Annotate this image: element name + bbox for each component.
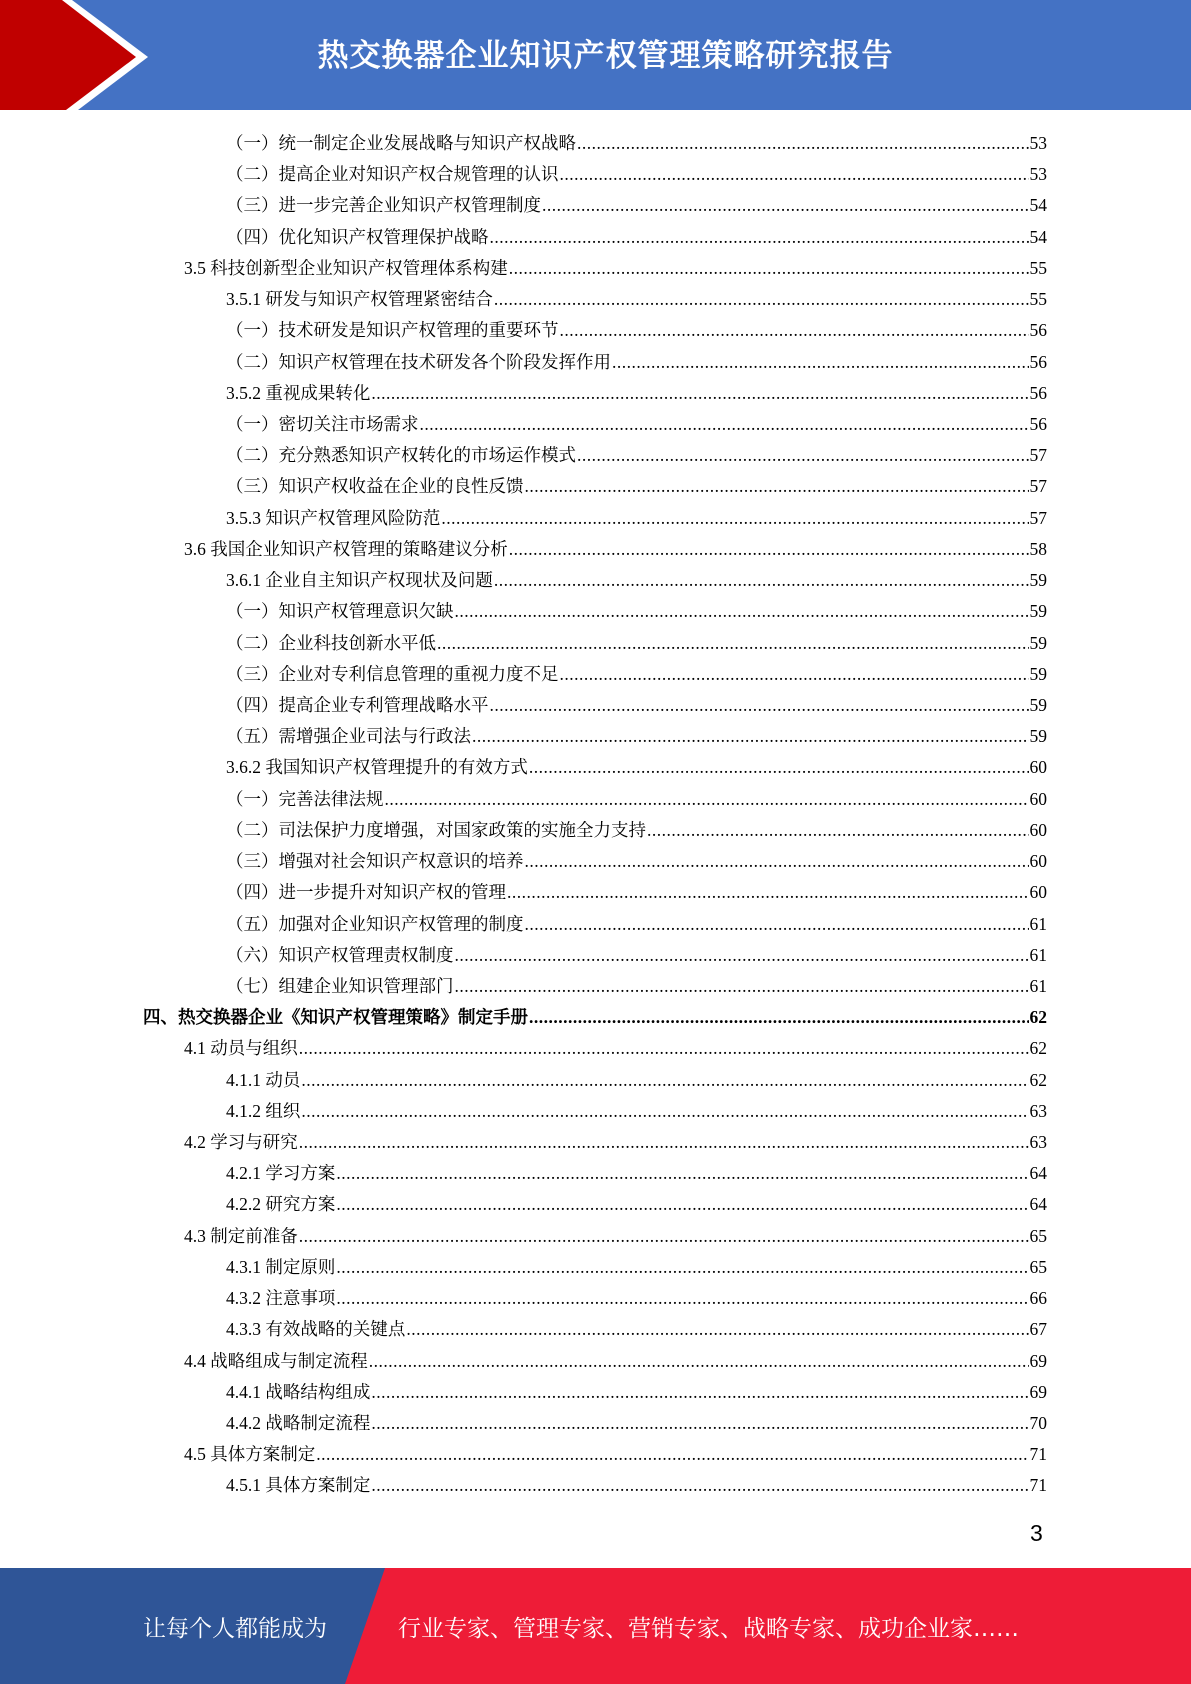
toc-entry[interactable] [226,1408,1047,1438]
dot-leader [507,877,1029,907]
toc-entry-page: 67 [1029,1319,1047,1340]
dot-leader [301,1096,1028,1126]
toc-entry[interactable] [226,1189,1047,1219]
toc-entry-page: 64 [1029,1194,1047,1215]
toc-entry-title: 4.1.2 组织 [226,1100,301,1121]
dot-leader [577,128,1029,158]
toc-entry[interactable] [226,409,1047,439]
toc-entry[interactable] [226,940,1047,970]
toc-entry-page: 66 [1029,1288,1047,1309]
toc-entry-title: （二）企业科技创新水平低 [226,632,436,653]
toc-entry[interactable] [184,1346,1047,1376]
toc-entry[interactable] [226,190,1047,220]
dot-leader [455,971,1029,1001]
dot-leader [299,1127,1029,1157]
toc-entry[interactable] [184,1221,1047,1251]
toc-entry[interactable] [226,1470,1047,1500]
toc-entry[interactable] [226,347,1047,377]
toc-entry[interactable] [226,784,1047,814]
toc-entry-title: 3.5.3 知识产权管理风险防范 [226,507,441,528]
toc-entry-page: 63 [1029,1132,1047,1153]
toc-entry-page: 56 [1029,351,1047,372]
toc-entry-page: 70 [1029,1413,1047,1434]
toc-entry-page: 57 [1029,476,1047,497]
toc-entry-page: 56 [1029,413,1047,434]
toc-entry[interactable] [143,1002,1047,1032]
toc-entry-title: （四）进一步提升对知识产权的管理 [226,882,506,903]
toc-entry[interactable] [226,1065,1047,1095]
page-header [0,0,1191,110]
toc-entry-page: 55 [1029,289,1047,310]
toc-entry-page: 71 [1029,1444,1047,1465]
dot-leader [525,846,1029,876]
toc-entry-title: 3.5 科技创新型企业知识产权管理体系构建 [184,257,508,278]
dot-leader [437,628,1029,658]
dot-leader [529,1002,1029,1032]
toc-entry-title: （五）加强对企业知识产权管理的制度 [226,913,524,934]
dot-leader [441,503,1028,533]
toc-entry-page: 56 [1029,320,1047,341]
dot-leader [490,222,1029,252]
dot-leader [529,752,1029,782]
footer-slogan-left: 让每个人都能成为 [143,1616,327,1642]
toc-entry[interactable] [184,534,1047,564]
dot-leader [336,1283,1028,1313]
dot-leader [509,253,1029,283]
dot-leader [371,378,1028,408]
toc-entry[interactable] [226,971,1047,1001]
toc-entry[interactable] [184,253,1047,283]
footer-slogan-right: 行业专家、管理专家、营销专家、战略专家、成功企业家…… [398,1616,1019,1642]
toc-entry[interactable] [226,440,1047,470]
toc-entry[interactable] [226,1283,1047,1313]
toc-entry-title: （二）提高企业对知识产权合规管理的认识 [226,164,559,185]
toc-entry-title: 4.3.3 有效战略的关键点 [226,1319,406,1340]
toc-entry-page: 61 [1029,944,1047,965]
dot-leader [336,1189,1028,1219]
toc-entry-page: 62 [1029,1069,1047,1090]
toc-entry[interactable] [226,159,1047,189]
toc-entry[interactable] [226,659,1047,689]
toc-entry-page: 58 [1029,538,1047,559]
page-footer [0,1568,1191,1684]
toc-entry-title: （二）司法保护力度增强，对国家政策的实施全力支持 [226,819,646,840]
toc-entry-title: （三）增强对社会知识产权意识的培养 [226,851,524,872]
toc-entry-title: 4.3.1 制定原则 [226,1256,336,1277]
toc-entry[interactable] [226,1314,1047,1344]
dot-leader [336,1158,1028,1188]
toc-entry-page: 69 [1029,1350,1047,1371]
toc-entry[interactable] [226,1096,1047,1126]
toc-entry-page: 69 [1029,1381,1047,1402]
toc-entry[interactable] [226,503,1047,533]
dot-leader [371,1377,1028,1407]
dot-leader [420,409,1029,439]
toc-entry[interactable] [226,1252,1047,1282]
page-number: 3 [1030,1520,1043,1546]
toc-entry-title: 4.1.1 动员 [226,1069,301,1090]
toc-entry-page: 71 [1029,1475,1047,1496]
toc-entry-title: 4.4 战略组成与制定流程 [184,1350,368,1371]
toc-entry-title: （二）知识产权管理在技术研发各个阶段发挥作用 [226,351,611,372]
toc-entry-page: 60 [1029,882,1047,903]
toc-entry-title: （四）提高企业专利管理战略水平 [226,694,489,715]
toc-entry-page: 64 [1029,1163,1047,1184]
toc-entry-title: 4.3.2 注意事项 [226,1288,336,1309]
toc-entry-page: 65 [1029,1256,1047,1277]
dot-leader [525,909,1029,939]
toc-entry-page: 61 [1029,913,1047,934]
toc-entry-title: 四、热交换器企业《知识产权管理策略》制定手册 [143,1007,528,1028]
toc-entry-page: 59 [1029,694,1047,715]
toc-entry[interactable] [226,315,1047,345]
toc-entry[interactable] [226,128,1047,158]
dot-leader [494,284,1029,314]
toc-entry-page: 59 [1029,663,1047,684]
toc-entry[interactable] [226,565,1047,595]
dot-leader [316,1439,1028,1469]
dot-leader [371,1408,1028,1438]
toc-entry-title: （四）优化知识产权管理保护战略 [226,226,489,247]
toc-entry-page: 63 [1029,1100,1047,1121]
toc-entry-page: 60 [1029,757,1047,778]
toc-entry-title: 4.1 动员与组织 [184,1038,298,1059]
toc-entry[interactable] [184,1033,1047,1063]
dot-leader [455,596,1029,626]
toc-entry-title: 4.2.1 学习方案 [226,1163,336,1184]
toc-entry-title: 3.6.1 企业自主知识产权现状及问题 [226,570,493,591]
toc-entry-title: （六）知识产权管理责权制度 [226,944,454,965]
dot-leader [542,190,1029,220]
toc-entry[interactable] [226,471,1047,501]
toc-entry-title: （一）密切关注市场需求 [226,413,419,434]
toc-entry[interactable] [226,690,1047,720]
toc-entry-page: 59 [1029,601,1047,622]
toc-entry-page: 59 [1029,570,1047,591]
toc-entry-page: 57 [1029,507,1047,528]
dot-leader [612,347,1029,377]
dot-leader [560,315,1029,345]
toc-entry-title: 4.3 制定前准备 [184,1225,298,1246]
toc-entry-page: 55 [1029,257,1047,278]
toc-entry-title: （三）进一步完善企业知识产权管理制度 [226,195,541,216]
dot-leader [455,940,1029,970]
toc-entry-page: 53 [1029,164,1047,185]
toc-entry-title: （一）知识产权管理意识欠缺 [226,601,454,622]
dot-leader [509,534,1029,564]
dot-leader [560,659,1029,689]
dot-leader [336,1252,1028,1282]
toc-entry-title: （五）需增强企业司法与行政法 [226,726,471,747]
dot-leader [490,690,1029,720]
dot-leader [385,784,1029,814]
dot-leader [369,1346,1029,1376]
toc-entry-page: 59 [1029,632,1047,653]
toc-entry[interactable] [184,1127,1047,1157]
dot-leader [525,471,1029,501]
toc-entry-title: （七）组建企业知识管理部门 [226,975,454,996]
toc-entry-title: 3.6.2 我国知识产权管理提升的有效方式 [226,757,528,778]
toc-entry-page: 54 [1029,195,1047,216]
toc-entry-page: 57 [1029,445,1047,466]
dot-leader [301,1065,1028,1095]
toc-entry-title: 3.6 我国企业知识产权管理的策略建议分析 [184,538,508,559]
toc-entry[interactable] [226,378,1047,408]
toc-entry-page: 60 [1029,788,1047,809]
report-title: 热交换器企业知识产权管理策略研究报告 [317,38,894,74]
dot-leader [371,1470,1028,1500]
toc-entry-title: （三）知识产权收益在企业的良性反馈 [226,476,524,497]
toc-entry-title: 4.5.1 具体方案制定 [226,1475,371,1496]
toc-entry-page: 65 [1029,1225,1047,1246]
toc-entry[interactable] [226,1158,1047,1188]
dot-leader [299,1033,1029,1063]
toc-entry[interactable] [226,846,1047,876]
toc-entry-page: 56 [1029,382,1047,403]
dot-leader [560,159,1029,189]
toc-entry-page: 59 [1029,726,1047,747]
dot-leader [577,440,1029,470]
toc-entry[interactable] [226,628,1047,658]
toc-entry[interactable] [226,1377,1047,1407]
toc-entry[interactable] [226,815,1047,845]
toc-entry-title: 4.5 具体方案制定 [184,1444,316,1465]
toc-entry-title: 4.2 学习与研究 [184,1132,298,1153]
toc-entry[interactable] [226,222,1047,252]
toc-entry-title: （一）统一制定企业发展战略与知识产权战略 [226,133,576,153]
toc-entry[interactable] [184,1439,1047,1469]
toc-entry-page: 61 [1029,975,1047,996]
dot-leader [472,721,1029,751]
dot-leader [406,1314,1028,1344]
dot-leader [299,1221,1029,1251]
toc-entry-page: 60 [1029,819,1047,840]
dot-leader [494,565,1029,595]
toc-entry[interactable] [226,721,1047,751]
toc-entry-title: 4.2.2 研究方案 [226,1194,336,1215]
toc-entry-title: 4.4.2 战略制定流程 [226,1413,371,1434]
toc-entry-page: 54 [1029,226,1047,247]
toc-entry-title: 3.5.1 研发与知识产权管理紧密结合 [226,289,493,310]
toc-entry-title: （一）技术研发是知识产权管理的重要环节 [226,320,559,341]
toc-entry-page: 60 [1029,851,1047,872]
toc-entry-title: 4.4.1 战略结构组成 [226,1381,371,1402]
toc-entry-title: （二）充分熟悉知识产权转化的市场运作模式 [226,445,576,466]
toc-entry-title: 3.5.2 重视成果转化 [226,382,371,403]
toc-entry[interactable] [226,877,1047,907]
toc-entry[interactable] [226,909,1047,939]
toc-entry[interactable] [226,284,1047,314]
dot-leader [647,815,1029,845]
toc-entry[interactable] [226,752,1047,782]
toc-entry-page: 62 [1029,1038,1047,1059]
toc-entry[interactable] [226,596,1047,626]
toc-entry-page: 53 [1029,133,1047,153]
toc-entry-page: 62 [1029,1007,1047,1028]
toc-entry-title: （三）企业对专利信息管理的重视力度不足 [226,663,559,684]
toc-entry-title: （一）完善法律法规 [226,788,384,809]
